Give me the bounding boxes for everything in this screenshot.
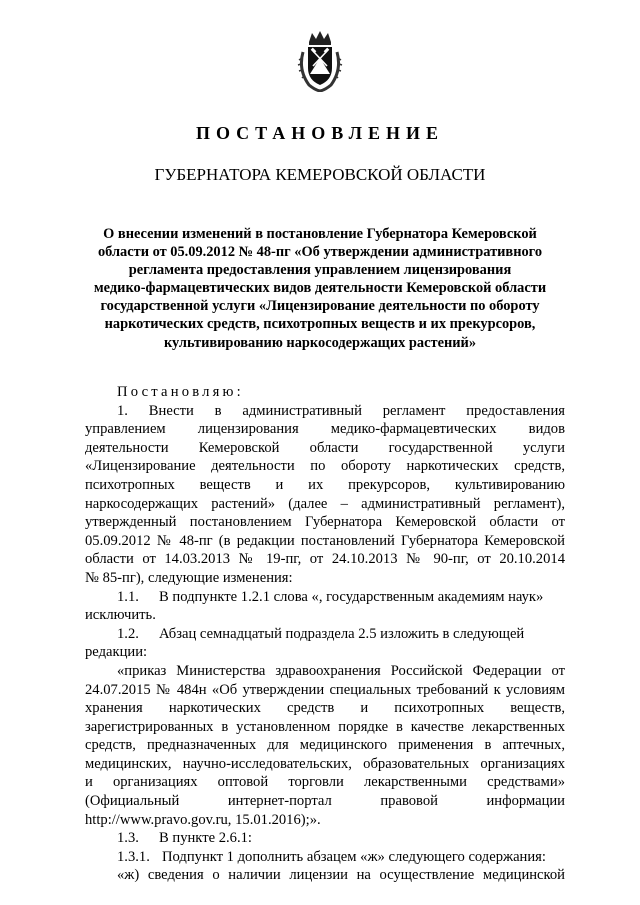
- body-line: области от 14.03.2013 № 19-пг, от 24.10.2013 № 90-пг, от 20.10.2014: [85, 551, 565, 568]
- heading-line: наркотических средств, психотропных веществ и их прекурсоров,: [104, 316, 536, 333]
- item-text: В подпункте 1.2.1 слова «, государственным академиям наук»: [159, 588, 544, 605]
- item-text: Подпункт 1 дополнить абзацем «ж» следующего содержания:: [162, 848, 546, 865]
- quote-line: «приказ Министерства здравоохранения Российской Федерации от: [117, 662, 565, 679]
- document-title: ПОСТАНОВЛЕНИЕ: [195, 123, 445, 143]
- body-line: 1. Внести в административный регламент предоставления: [117, 402, 565, 419]
- document-subtitle: ГУБЕРНАТОРА КЕМЕРОВСКОЙ ОБЛАСТИ: [154, 165, 486, 184]
- item-text: Абзац семнадцатый подраздела 2.5 изложить в следующей: [159, 625, 525, 642]
- body-line: 05.09.2012 № 48-пг (в редакции постановлений Губернатора Кемеровской: [85, 532, 565, 549]
- heading-line: области от 05.09.2012 № 48-пг «Об утверждении административного: [97, 244, 543, 261]
- body-line: управлением лицензирования медико-фармацевтических видов: [85, 421, 565, 438]
- quote-line: средств, предназначенных для медицинского применения в аптечных,: [85, 737, 565, 754]
- quote-line: медицинских, научно-исследовательских, образовательных организациях: [85, 755, 565, 772]
- item-number: 1.3.1.: [117, 848, 150, 865]
- document-body: [85, 383, 565, 885]
- body-line: наркосодержащих растений» (далее – административный регламент),: [85, 495, 565, 512]
- heading-line: государственной услуги «Лицензирование деятельности по обороту: [100, 298, 540, 315]
- heading-line: О внесении изменений в постановление Губернатора Кемеровской: [103, 226, 537, 242]
- body-line: № 85-пг), следующие изменения:: [85, 569, 293, 586]
- item-1-2: [85, 625, 565, 644]
- item-number: 1.2.: [117, 625, 139, 642]
- item-text: В пункте 2.6.1:: [159, 830, 252, 847]
- quote-line: 24.07.2015 № 484н «Об утверждении специальных требований к условиям: [85, 681, 565, 698]
- quote-line: (Официальный интернет-портал правовой информации: [85, 793, 565, 810]
- body-line: утвержденный постановлением Губернатора Кемеровской области от: [85, 514, 565, 531]
- item-number: 1.1.: [117, 588, 139, 605]
- document-heading: [80, 225, 560, 352]
- body-line: «ж) сведения о наличии лицензии на осуществление медицинской: [117, 867, 565, 884]
- body-line: «Лицензирование деятельности по обороту наркотических средств,: [85, 458, 565, 475]
- item-number: 1.3.: [117, 830, 139, 847]
- body-line: психотропных веществ и их прекурсоров, культивированию: [85, 476, 565, 493]
- item-1-1-cont: исключить.: [85, 607, 156, 624]
- decree-word: Постановляю:: [117, 384, 244, 400]
- heading-line: регламента предоставления управлением лицензирования: [128, 262, 512, 279]
- heading-line: культивированию наркосодержащих растений»: [163, 334, 477, 351]
- heading-line: медико-фармацевтических видов деятельности Кемеровской области: [93, 280, 547, 297]
- item-1-3: [85, 829, 565, 848]
- quote-line: и организациях оптовой торговли лекарственными средствами»: [85, 774, 565, 791]
- quote-line: хранения наркотических средств и психотропных веществ,: [85, 700, 565, 717]
- body-line: деятельности Кемеровской области государственной услуги: [85, 439, 565, 456]
- item-1-1: [85, 588, 565, 607]
- quote-line: зарегистрированных в установленном порядке в качестве лекарственных: [85, 718, 565, 735]
- coat-of-arms-emblem: [295, 30, 345, 92]
- item-1-3-1: [85, 848, 565, 867]
- quote-line: http://www.pravo.gov.ru, 15.01.2016);».: [85, 811, 321, 828]
- item-1-2-cont: редакции:: [85, 644, 148, 661]
